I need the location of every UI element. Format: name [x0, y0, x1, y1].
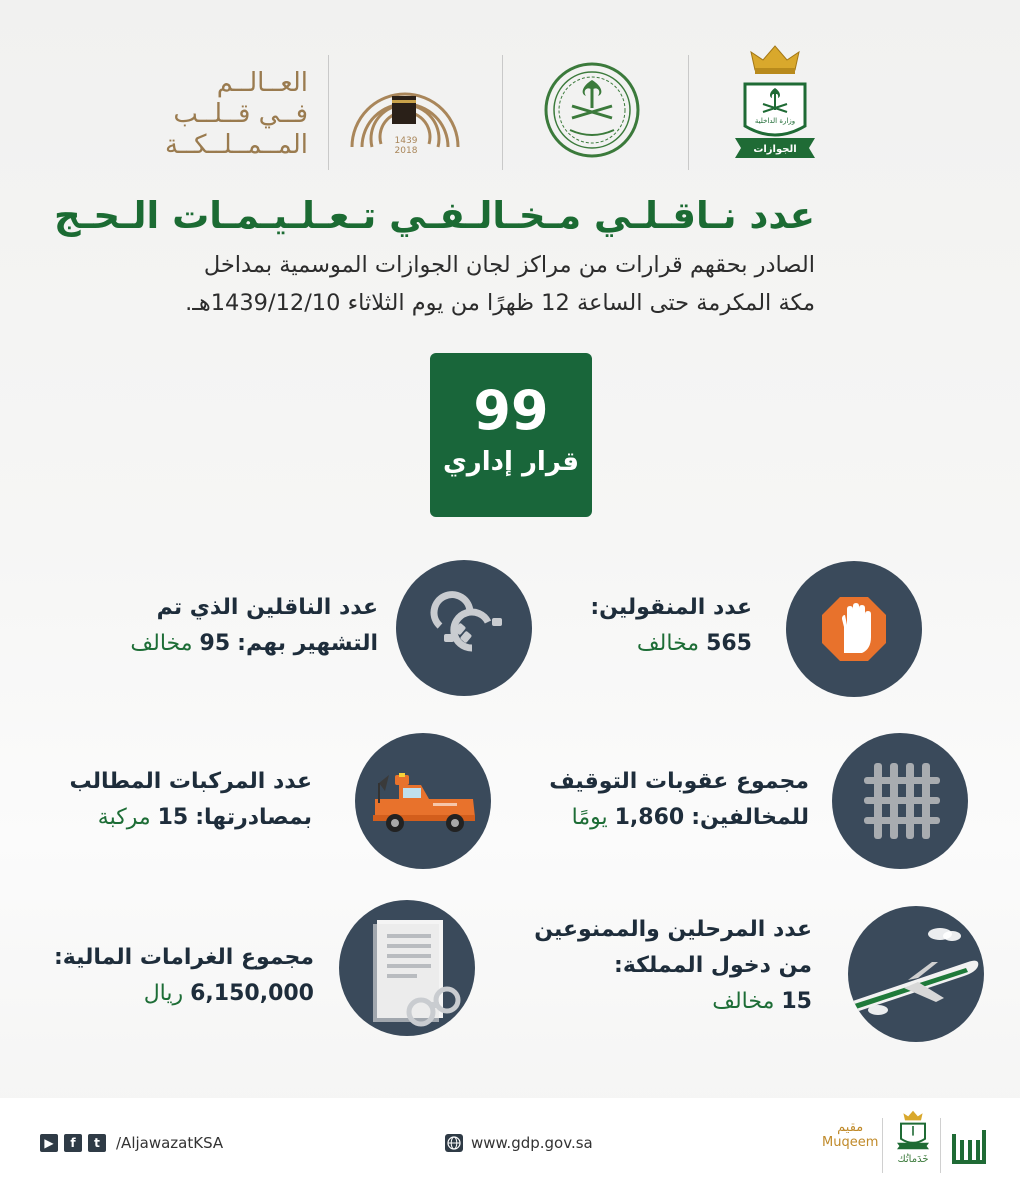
- deported-number: 15: [781, 989, 812, 1014]
- footer-jawazat-logo: [893, 1110, 933, 1165]
- stop-hand-icon: [786, 561, 922, 697]
- facebook-icon[interactable]: f: [64, 1134, 82, 1152]
- transported-stat: [590, 590, 752, 662]
- tow-truck-icon: [355, 733, 491, 869]
- hajj-slogan: [164, 68, 308, 161]
- detention-label-line2: للمخالفين:: [691, 805, 809, 830]
- crown-shield-icon: [893, 1110, 933, 1150]
- tow-truck-circle: [355, 733, 491, 869]
- defamed-label-line1: عدد الناقلين الذي تم: [156, 595, 378, 620]
- interior-seal-icon: [542, 60, 642, 160]
- globe-icon: [445, 1134, 463, 1152]
- ministry-interior-seal-logo: [542, 60, 642, 164]
- defamed-stat: [130, 590, 378, 662]
- airplane-icon: [848, 906, 984, 1042]
- document-handcuffs-circle: [339, 900, 475, 1036]
- absher-logo: [950, 1126, 988, 1168]
- subtitle-line-2: مكة المكرمة حتى الساعة 12 ظهرًا من يوم الثلاثاء 1439/12/10هـ.: [185, 290, 815, 316]
- kaaba-arc-icon: [340, 52, 470, 164]
- deported-unit: مخالف: [712, 989, 775, 1014]
- vehicles-unit: مركبة: [97, 805, 151, 830]
- fines-number: 6,150,000: [190, 981, 314, 1006]
- defamed-unit: مخالف: [130, 631, 193, 656]
- hajj-emblem-logo: [340, 52, 470, 168]
- vehicles-label-line1: عدد المركبات المطالب: [69, 769, 312, 794]
- website-url[interactable]: www.gdp.gov.sa: [471, 1134, 593, 1152]
- handcuffs-icon: [396, 560, 532, 696]
- document-handcuffs-icon: [339, 900, 475, 1036]
- decisions-count: 99: [473, 379, 549, 442]
- footer-bar: [0, 1098, 1020, 1200]
- fines-label: مجموع الغرامات المالية:: [54, 945, 314, 970]
- page-title: عدد نـاقـلـي مـخـالـفـي تـعـلـيـمـات الـحـج: [54, 194, 815, 237]
- airplane-circle: [848, 906, 984, 1042]
- handcuffs-circle: [396, 560, 532, 696]
- prison-bars-icon: [832, 733, 968, 869]
- emblem-year-hijri: 1439: [394, 136, 418, 146]
- fines-value: [54, 976, 314, 1012]
- logo-separator: [502, 55, 503, 170]
- detention-unit: يومًا: [571, 805, 608, 830]
- website-link[interactable]: [445, 1134, 593, 1152]
- jawazat-logo-name: الجوازات: [753, 144, 797, 155]
- jawazat-logo-ministry: وزارة الداخلية: [754, 117, 796, 125]
- defamed-number: 95: [199, 631, 231, 656]
- footer-separator: [882, 1118, 883, 1173]
- muqeem-arabic: مقيم: [837, 1120, 864, 1135]
- deported-stat: [534, 912, 812, 1020]
- defamed-value: [130, 626, 378, 662]
- vehicles-value: [69, 800, 312, 836]
- logo-separator: [328, 55, 329, 170]
- deported-value: [534, 984, 812, 1020]
- transported-value: [590, 626, 752, 662]
- fines-stat: [54, 940, 314, 1012]
- prison-bars-circle: [832, 733, 968, 869]
- deported-label-line2: من دخول المملكة:: [614, 953, 812, 978]
- slogan-line-2: فــي قــلــب: [173, 99, 308, 129]
- social-links: [40, 1134, 223, 1152]
- detention-label-line1: مجموع عقوبات التوقيف: [549, 769, 809, 794]
- footer-jawazat-caption: خَدَماتُك: [897, 1154, 929, 1165]
- jawazat-logo: [725, 40, 825, 169]
- header-logos: [150, 40, 870, 175]
- emblem-year-gregorian: 2018: [394, 146, 418, 156]
- deported-label-line1: عدد المرحلين والممنوعين: [534, 917, 812, 942]
- social-handle[interactable]: /AljawazatKSA: [116, 1134, 224, 1152]
- fines-unit: ريال: [143, 981, 184, 1006]
- vehicles-stat: [69, 764, 312, 836]
- defamed-label-line2: التشهير بهم:: [237, 631, 378, 656]
- decisions-stat-box: [430, 353, 592, 517]
- transported-number: 565: [706, 631, 752, 656]
- page-subtitle: [115, 246, 815, 322]
- vehicles-number: 15: [157, 805, 189, 830]
- transported-label: عدد المنقولين:: [590, 595, 752, 620]
- youtube-icon[interactable]: ▶: [40, 1134, 58, 1152]
- transported-unit: مخالف: [636, 631, 700, 656]
- absher-icon: [950, 1126, 988, 1168]
- muqeem-english: Muqeem: [822, 1135, 879, 1150]
- vehicles-label-line2: بمصادرتها:: [195, 805, 312, 830]
- detention-value: [549, 800, 809, 836]
- decisions-label: قرار إداري: [442, 447, 580, 477]
- slogan-line-1: العــالــم: [216, 68, 308, 98]
- crown-shield-icon: [725, 40, 825, 165]
- muqeem-logo: [822, 1120, 878, 1150]
- detention-stat: [549, 764, 809, 836]
- detention-number: 1,860: [614, 805, 685, 830]
- twitter-icon[interactable]: t: [88, 1134, 106, 1152]
- stop-hand-circle: [786, 561, 922, 697]
- slogan-line-3: المــمــلــكــة: [164, 130, 308, 160]
- logo-separator: [688, 55, 689, 170]
- subtitle-line-1: الصادر بحقهم قرارات من مراكز لجان الجوازات الموسمية بمداخل: [203, 252, 815, 278]
- footer-separator: [940, 1118, 941, 1173]
